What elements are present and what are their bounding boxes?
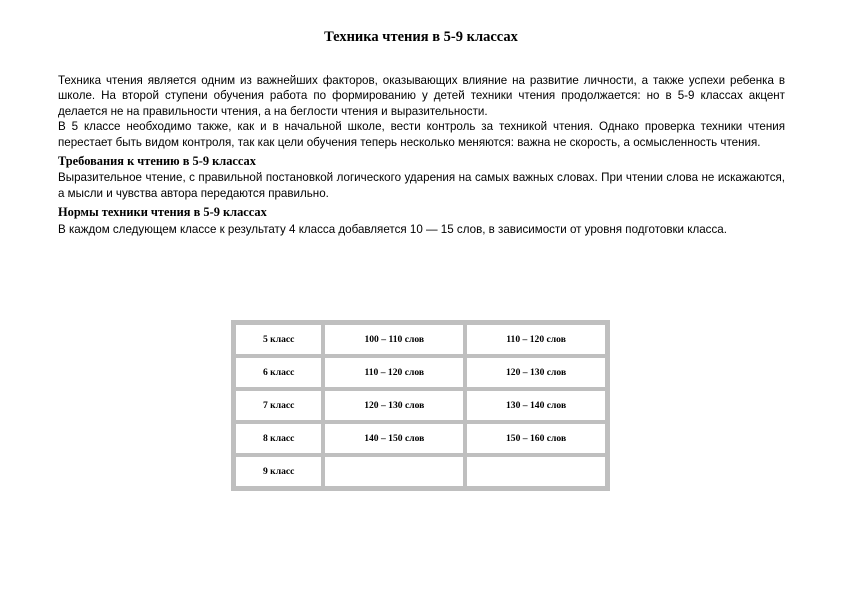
start-range-cell [323, 455, 465, 488]
end-range-cell: 110 – 120 слов [465, 323, 607, 356]
end-range-cell: 120 – 130 слов [465, 356, 607, 389]
start-range-cell: 110 – 120 слов [323, 356, 465, 389]
document-body [58, 73, 785, 237]
table-row [234, 389, 607, 422]
page-title: Техника чтения в 5-9 классах [324, 29, 518, 45]
norms-text: В каждом следующем классе к результату 4 класса добавляется 10 — 15 слов, в зависимости от уровня подготовки класса. [58, 222, 727, 236]
start-range-cell: 140 – 150 слов [323, 422, 465, 455]
end-range-cell: 130 – 140 слов [465, 389, 607, 422]
intro-paragraph-2: В 5 классе необходимо также, как и в начальной школе, вести контроль за техникой чтения. Однако проверка техники чтения перестает быть видом контроля, так как цели обучения теперь несколько меняются: важна не скорость, а осмысленность чтения. [58, 120, 785, 149]
norms-heading: Нормы техники чтения в 5-9 классах [58, 205, 267, 220]
grade-cell: 5 класс [234, 323, 323, 356]
grade-cell: 7 класс [234, 389, 323, 422]
table-row [234, 455, 607, 488]
start-range-cell: 120 – 130 слов [323, 389, 465, 422]
grade-cell: 6 класс [234, 356, 323, 389]
grade-cell: 9 класс [234, 455, 323, 488]
grade-cell: 8 класс [234, 422, 323, 455]
table-row [234, 323, 607, 356]
end-range-cell [465, 455, 607, 488]
requirements-text: Выразительное чтение, с правильной постановкой логического ударения на самых важных словах. При чтении слова не искажаются, а мысли и чувства автора передаются правильно. [58, 171, 785, 200]
start-range-cell: 100 – 110 слов [323, 323, 465, 356]
requirements-heading: Требования к чтению в 5-9 классах [58, 154, 256, 169]
table-row [234, 356, 607, 389]
norms-table [231, 320, 610, 491]
intro-paragraph-1: Техника чтения является одним из важнейших факторов, оказывающих влияние на развитие личности, а также успехи ребенка в школе. На второй ступени обучения работа по формированию у детей техники чтения продолжается: но в 5-9 классах акцент делается не на правильности чтения, а на беглости чтения и выразительности. [58, 74, 785, 118]
table-row [234, 422, 607, 455]
end-range-cell: 150 – 160 слов [465, 422, 607, 455]
